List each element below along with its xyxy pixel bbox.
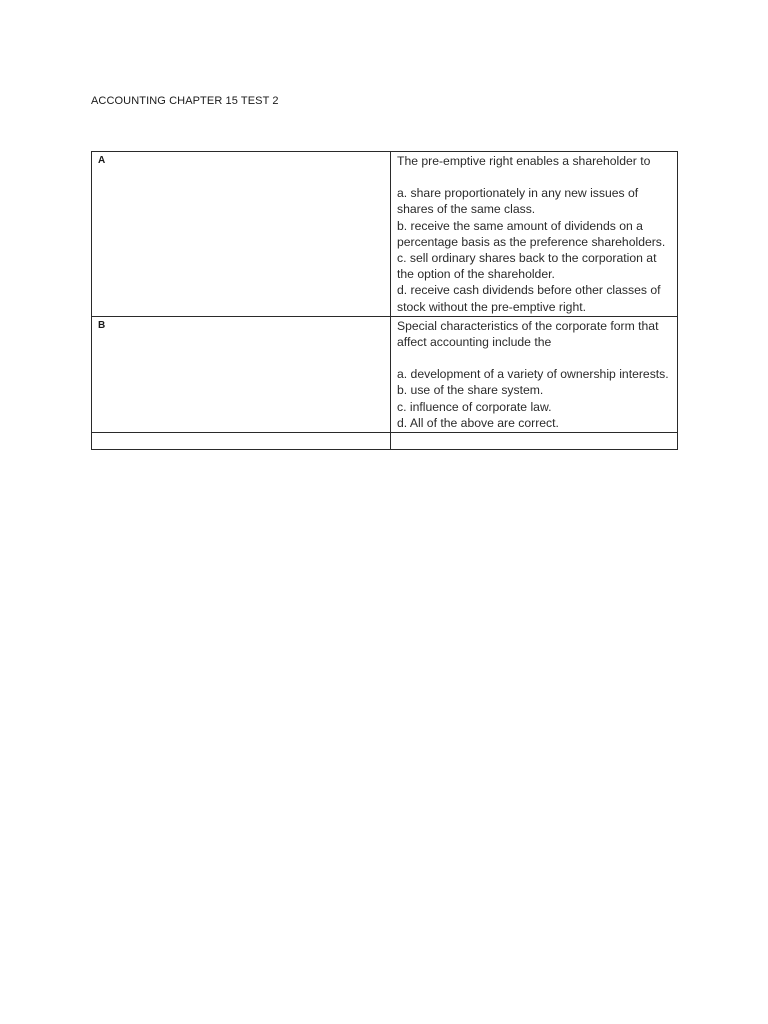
empty-row bbox=[92, 433, 678, 450]
answer-option-d: d. All of the above are correct. bbox=[397, 415, 559, 430]
question-label: A bbox=[92, 152, 391, 317]
question-row-b bbox=[92, 316, 678, 432]
document-title: ACCOUNTING CHAPTER 15 TEST 2 bbox=[91, 95, 279, 107]
answer-option-d: d. receive cash dividends before other classes of stock without the pre-emptive right. bbox=[397, 283, 661, 314]
question-table bbox=[91, 151, 678, 450]
question-stem: Special characteristics of the corporate form that affect accounting include the bbox=[397, 318, 659, 350]
question-text bbox=[391, 152, 678, 317]
question-text bbox=[391, 316, 678, 432]
answer-option-b: b. receive the same amount of dividends on a percentage basis as the preference shareholders. bbox=[397, 218, 666, 249]
question-row-a bbox=[92, 152, 678, 317]
question-stem: The pre-emptive right enables a shareholder to bbox=[397, 154, 651, 168]
answer-option-a: a. share proportionately in any new issues of shares of the same class. bbox=[397, 186, 639, 217]
answer-option-c: c. sell ordinary shares back to the corporation at the option of the shareholder. bbox=[397, 251, 657, 282]
empty-text-cell bbox=[391, 433, 678, 450]
empty-label-cell bbox=[92, 433, 391, 450]
answer-option-c: c. influence of corporate law. bbox=[397, 399, 552, 414]
answer-option-a: a. development of a variety of ownership interests. bbox=[397, 367, 669, 382]
answer-option-b: b. use of the share system. bbox=[397, 383, 544, 398]
question-label: B bbox=[92, 316, 391, 432]
